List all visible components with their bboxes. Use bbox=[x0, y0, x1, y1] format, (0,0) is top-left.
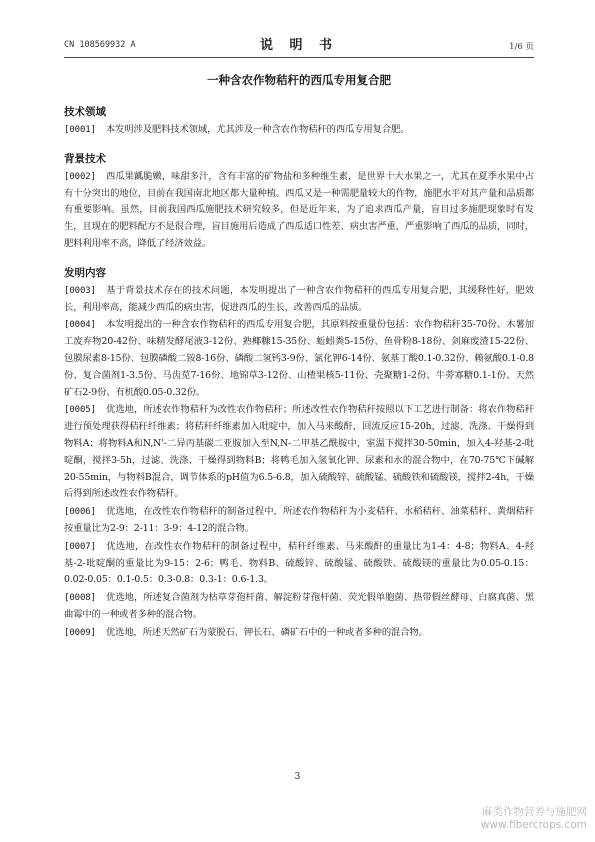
page-header bbox=[64, 34, 534, 54]
patent-number: CN 108569932 A bbox=[64, 40, 136, 50]
document-title: 一种含农作物秸秆的西瓜专用复合肥 bbox=[207, 73, 391, 87]
paragraph-text: 优选地，在改性农作物秸秆的制备过程中，秸秆纤维素、马来酸酐的重量比为1-4：4-8；物料A、4-羟基-2-吡啶酮的重量比为9-15：2-6；鸭毛、物料B、硫酸锌、硫酸锰、硫酸铁、硫酸镁的重量比为0.05-0.15：0.02-0.05：0.1-0.5：0.3-0.8：0.3-1：0.6-1.3。 bbox=[64, 540, 534, 586]
header-divider bbox=[64, 57, 534, 58]
paragraph-0008 bbox=[64, 590, 534, 624]
paragraph-0003 bbox=[64, 283, 534, 317]
paragraph-number: [0002] bbox=[64, 171, 96, 182]
section-heading: 背景技术 bbox=[64, 152, 106, 165]
site-watermark bbox=[481, 806, 587, 832]
section-heading: 发明内容 bbox=[64, 266, 106, 279]
paragraph-number: [0004] bbox=[64, 320, 96, 331]
paragraph-text: 优选地，所述天然矿石为蒙脱石、钾长石、磷矿石中的一种或者多种的混合物。 bbox=[105, 626, 428, 638]
paragraph-0005 bbox=[64, 402, 534, 503]
paragraph-number: [0001] bbox=[64, 125, 96, 135]
paragraph-number: [0007] bbox=[64, 541, 96, 552]
paragraph-0009 bbox=[64, 625, 534, 642]
paragraph-0006 bbox=[64, 504, 534, 538]
paragraph-number: [0003] bbox=[64, 285, 96, 296]
section-heading: 技术领域 bbox=[64, 106, 106, 118]
watermark-site-name: 麻类作物营养与施肥网 bbox=[482, 806, 587, 818]
section-summary bbox=[64, 265, 534, 642]
paragraph-number: [0009] bbox=[64, 627, 96, 638]
section-technical-field bbox=[64, 104, 534, 139]
paragraph-0001 bbox=[64, 122, 534, 139]
paragraph-number: [0005] bbox=[64, 405, 96, 416]
paragraph-text: 优选地，所述农作物秸秆为改性农作物秸秆；所述改性农作物秸秆按照以下工艺进行制备：将农作物秸秆进行预处理获得秸秆纤维素；将秸秆纤维素加入吡啶中，加入马来酸酐，回流反应15-20h，过滤、洗涤、干燥得到物料A；将物料A和N,N'-二异丙基碳二亚胺加入至N,N-二甲基乙酰胺中，室温下搅拌30-50min，加入4-羟基-2-吡啶酮，搅拌3-5h，过滤、洗涤、干燥得到物料B；将鸭毛加入氢氧化钾、尿素和水的混合物中，在70-75℃下碱解20-55min，与物料B混合，调节体系的pH值为6.5-6.8，加入硫酸锌、硫酸锰、硫酸铁和硫酸镁，搅拌2-4h，干燥后得到所述改性农作物秸秆。 bbox=[64, 404, 534, 500]
paragraph-text: 基于背景技术存在的技术问题，本发明提出了一种含农作物秸秆的西瓜专用复合肥，其缓释性好，肥效长，利用率高，能减少西瓜的病虫害，促进西瓜的生长，改善西瓜的品质。 bbox=[64, 284, 534, 313]
paragraph-text: 优选地，在改性农作物秸秆的制备过程中，所述农作物秸秆为小麦秸秆、水稻秸秆、油菜秸秆、黄烟秸秆按重量比为2-9：2-11：3-9：4-12的混合物。 bbox=[64, 506, 534, 534]
paragraph-text: 优选地，所述复合菌剂为枯草芽孢杆菌、解淀粉芽孢杆菌、荧光假单胞菌、热带假丝酵母、白腐真菌、黑曲霉中的一种或者多种的混合物。 bbox=[64, 592, 534, 620]
page-indicator: 1/6 页 bbox=[509, 42, 534, 52]
paragraph-number: [0006] bbox=[64, 507, 96, 518]
paragraph-0004 bbox=[64, 317, 534, 401]
paragraph-text: 本发明提出的一种含农作物秸秆的西瓜专用复合肥，其原料按重量份包括：农作物秸秆35-70份、木薯加工废弃物20-42份、味精发酵尾液3-12份、熟椰糠15-35份、蚯蚓粪5-15份、鱼骨粉8-18份、剑麻废渣15-22份、包膜尿素8-15份、包膜磷酸二铵8-16份、磷酸二氢钙3-9份、氯化钾6-14份、氨基丁酸0.1-0.32份、赖氨酸0.1-0.8份、复合菌剂1-3.5份、马齿苋7-16份、地锦草3-12份、山楂果核5-11份、壳聚糖1-2份、牛蒡寡糖0.1-1份、天然矿石2-9份、有机酸0.05-0.32份。 bbox=[64, 319, 534, 398]
paragraph-0002 bbox=[64, 169, 534, 253]
watermark-url: www.fibercrops.com bbox=[480, 819, 587, 831]
paragraph-number: [0008] bbox=[64, 593, 96, 604]
paragraph-0007 bbox=[64, 539, 534, 589]
page-number: 3 bbox=[294, 772, 301, 782]
section-background bbox=[64, 151, 534, 253]
document-body bbox=[64, 72, 534, 643]
paragraph-text: 本发明涉及肥料技术领域，尤其涉及一种含农作物秸秆的西瓜专用复合肥。 bbox=[105, 124, 410, 135]
paragraph-text: 西瓜果瓤脆嫩，味甜多汁，含有丰富的矿物盐和多种维生素，是世界十大水果之一，尤其在夏季水果中占有十分突出的地位，目前在我国南北地区都大量种植。西瓜又是一种需肥量较大的作物，施肥水平对其产量和品质都有重要影响。虽然，目前我国西瓜施肥技术研究较多，但是近年来，为了追求西瓜产量，盲目过多施肥现象时有发生，且现在的肥料配方不是很合理，盲目施用后造成了西瓜适口性差、病虫害严重，严重影响了西瓜的品质，同时，肥料利用率不高，降低了经济效益。 bbox=[64, 170, 534, 249]
document-type-title: 说 明 书 bbox=[259, 38, 339, 53]
